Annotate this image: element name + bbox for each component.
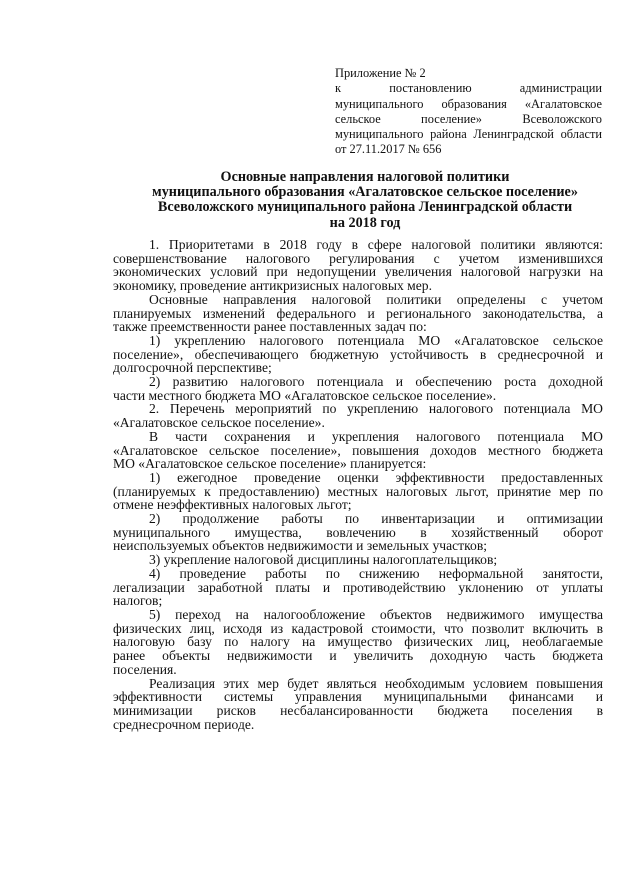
appendix-line: от 27.11.2017 № 656 [335,142,442,157]
body-line: части местного бюджета МО «Агалатовское сельское поселение». [113,387,497,403]
body-line: легализации заработной платы и противодействию уклонению от уплаты [113,579,603,595]
body-line: совершенствование налогового регулирования с учетом изменившихся [113,250,603,266]
body-line: В части сохранения и укрепления налогового потенциала МО [149,428,603,444]
body-line: Основные направления налоговой политики определены с учетом [149,291,603,307]
appendix-line: муниципального образования «Агалатовское [335,96,602,111]
body-line: поселение», обеспечивающего бюджетную устойчивость в среднесрочной и [113,346,603,362]
appendix-line: сельское поселение» Всеволожского [335,111,602,126]
document-title [130,170,600,231]
body-line: (планируемых к предоставлению) местных налоговых льгот, принятие мер по [113,483,603,499]
body-line: эффективности системы управления муниципальными финансами и [113,689,603,705]
appendix-line: к постановлению администрации [335,81,602,96]
body-line: физических лиц, исходя из кадастровой стоимости, что позволит включить в [113,620,603,636]
body-line: также преемственности ранее поставленных задач по: [113,319,427,335]
body-line: налогов; [113,593,163,609]
body-line: поселения. [113,661,177,677]
body-line: планируемых изменений федерального и регионального законодательства, а [113,305,603,321]
body-line: 4) проведение работы по снижению неформальной занятости, [149,565,603,581]
body-line: 5) переход на налогообложение объектов недвижимого имущества [149,606,603,622]
appendix-line: муниципального района Ленинградской области [335,127,602,142]
title-line: на 2018 год [329,214,401,231]
body-line: 1) укреплению налогового потенциала МО «Агалатовское сельское [149,332,603,348]
body-line: минимизации рисков несбалансированности бюджета поселения в [113,702,603,718]
body-line: МО «Агалатовское сельское поселение» планируется: [113,456,427,472]
appendix-line: Приложение № 2 [335,66,426,80]
body-line: муниципального имущества, вовлечению в хозяйственный оборот [113,524,603,540]
appendix-header [335,66,602,158]
body-line: отмене неэффективных налоговых льгот; [113,497,352,513]
body-line: 1) ежегодное проведение оценки эффективности предоставленных [149,469,603,485]
body-line: 2) развитию налогового потенциала и обеспечению роста доходной [149,374,603,390]
document-body [113,238,603,731]
body-line: экономических условий при недопущении увеличения налоговой нагрузки на [113,264,603,280]
body-line: экономику, проведение антикризисных налоговых мер. [113,278,432,294]
body-line: налоговую базу по налогу на имущество физических лиц, необлагаемые [113,634,603,650]
title-line: Основные направления налоговой политики [220,169,510,185]
title-line: Всеволожского муниципального района Ленинградской области [157,199,573,216]
body-line: 3) укрепление налоговой дисциплины налогоплательщиков; [149,552,498,568]
body-line: Реализация этих мер будет являться необходимым условием повышения [149,675,603,691]
body-line: «Агалатовское сельское поселение», повышения доходов местного бюджета [113,442,603,458]
body-line: «Агалатовское сельское поселение». [113,415,325,431]
body-line: ранее объекты недвижимости и увеличить доходную часть бюджета [113,648,603,664]
title-line: муниципального образования «Агалатовское сельское поселение» [152,184,578,201]
body-line: 1. Приоритетами в 2018 году в сфере налоговой политики являются: [149,237,603,252]
body-line: долгосрочной перспективе; [113,360,272,376]
body-line: 2) продолжение работы по инвентаризации и оптимизации [149,511,603,527]
body-line: среднесрочном периоде. [113,716,255,732]
body-line: неиспользуемых объектов недвижимости и земельных участков; [113,538,488,554]
body-line: 2. Перечень мероприятий по укреплению налогового потенциала МО [149,401,603,417]
